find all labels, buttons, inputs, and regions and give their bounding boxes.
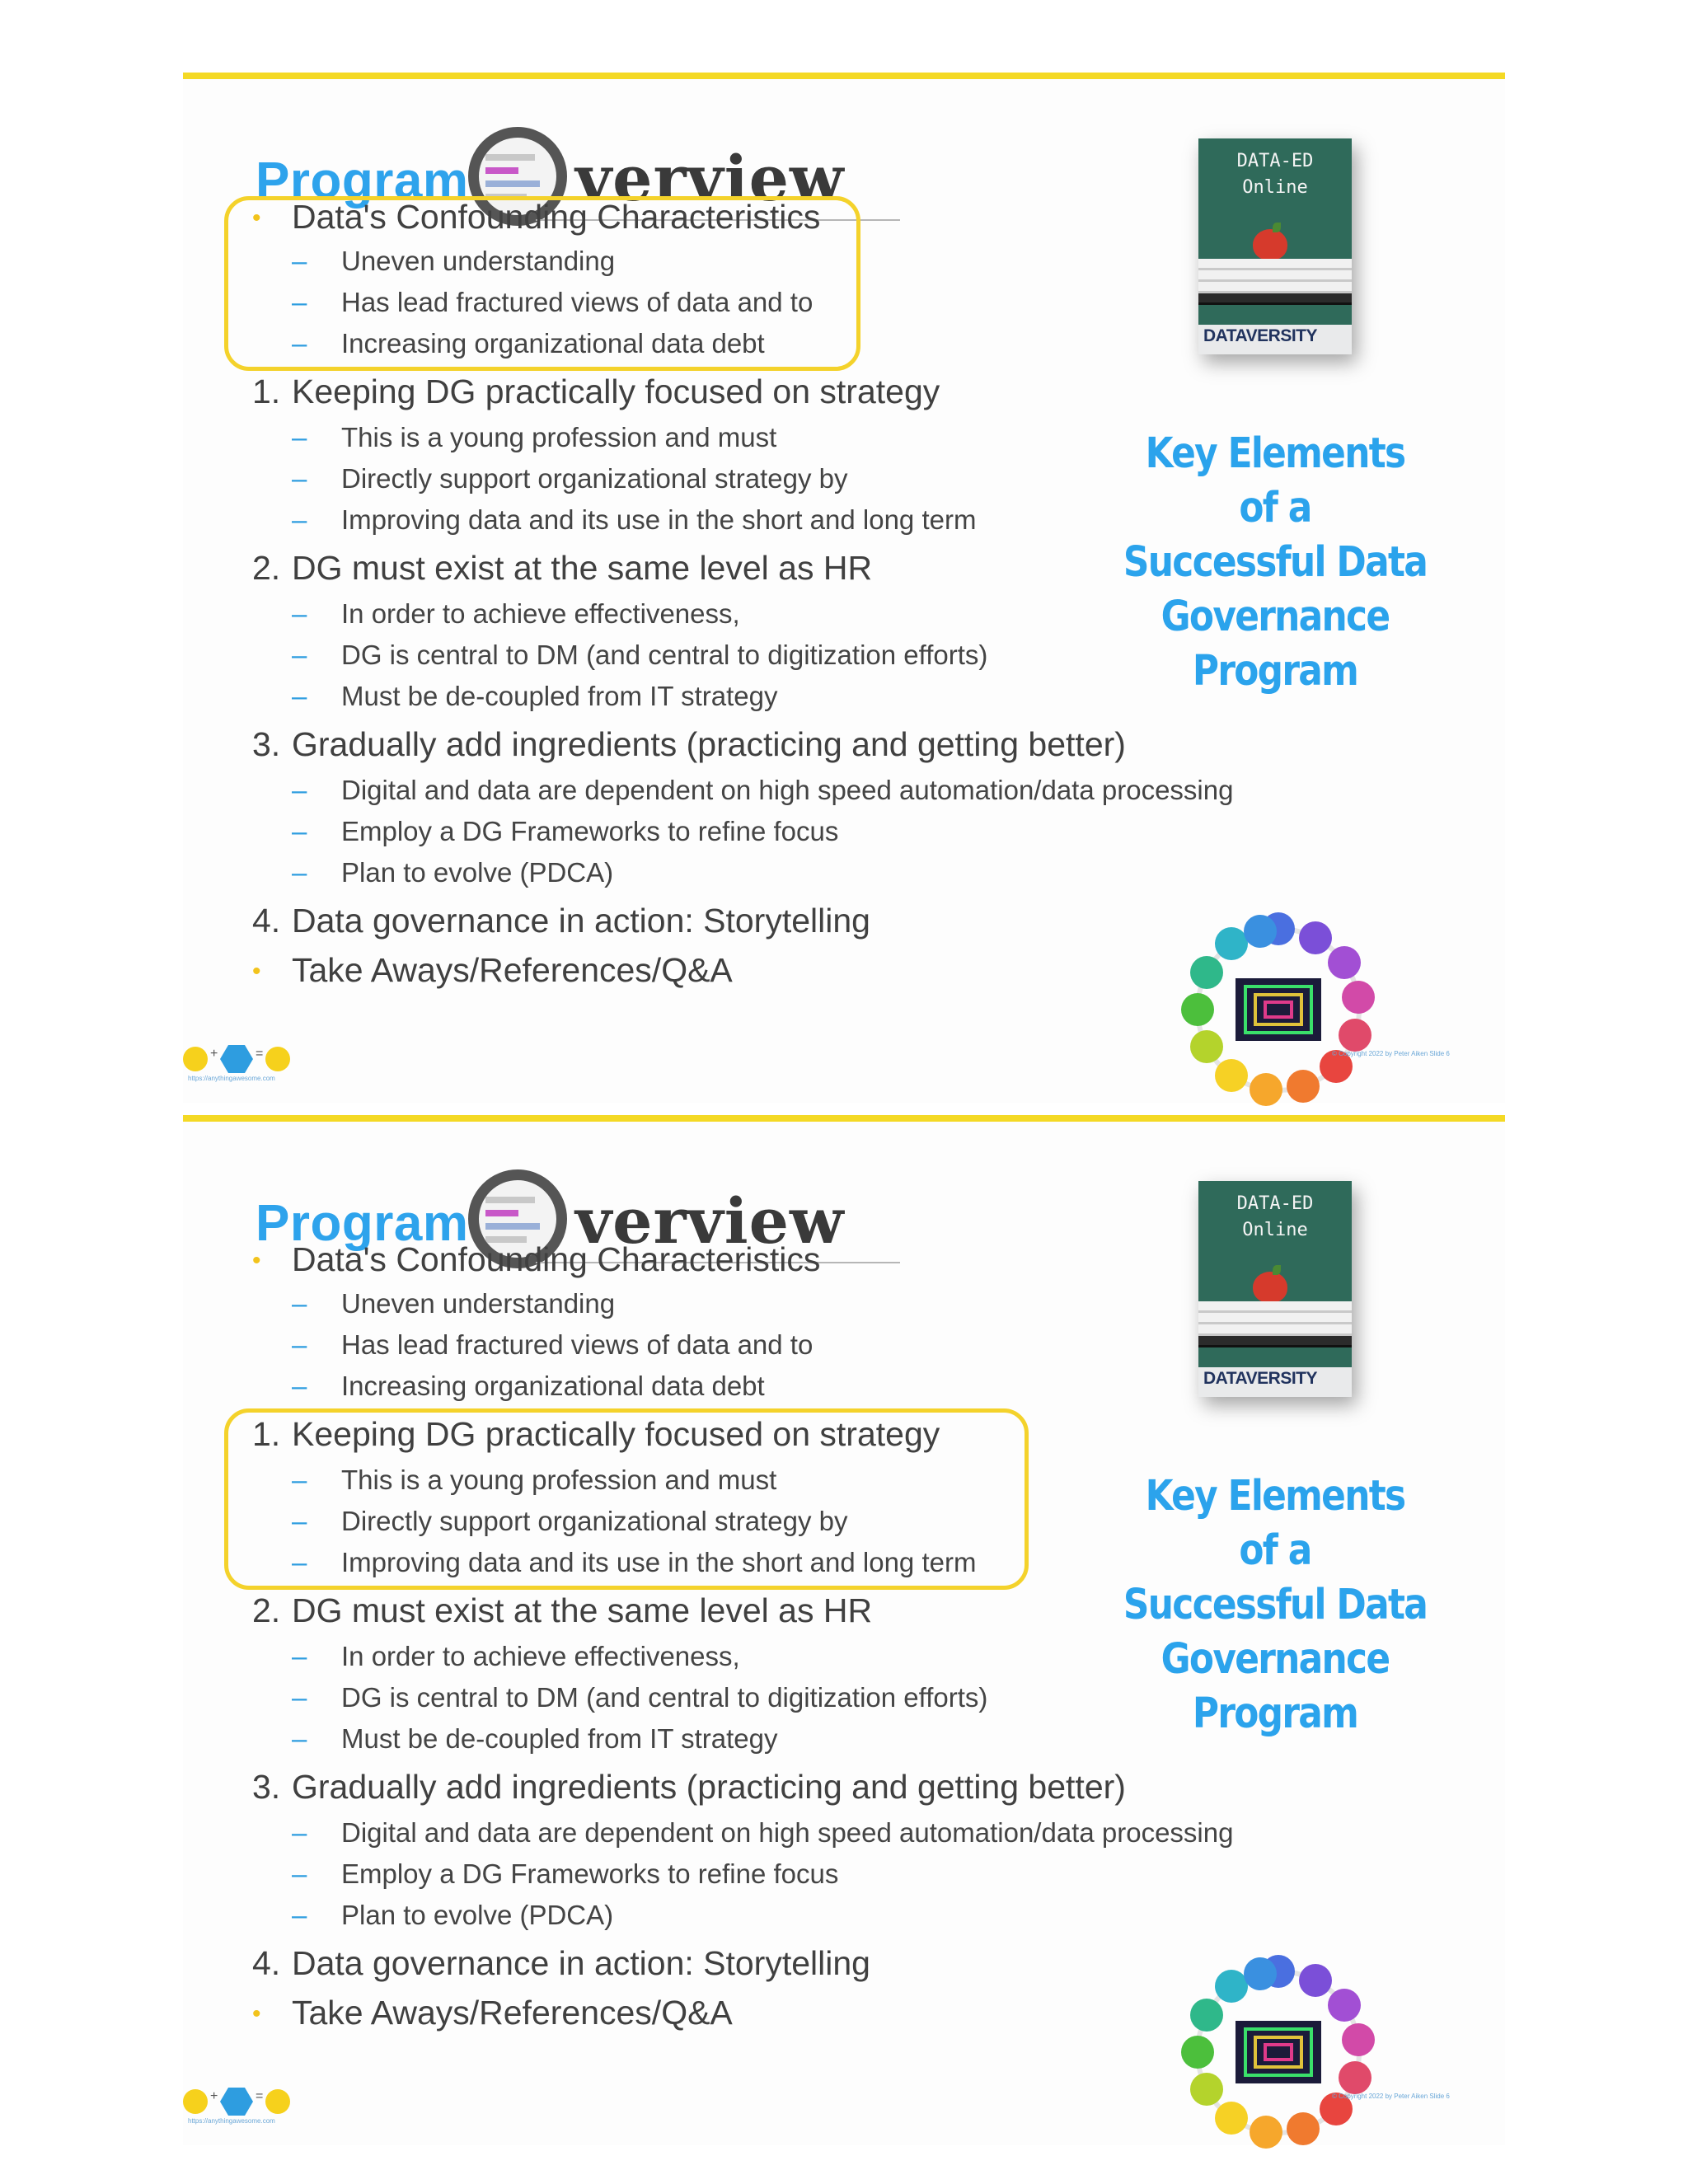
key-elements-line: Governance (1160, 593, 1390, 641)
dash-marker: – (292, 1465, 307, 1495)
dash-marker: – (292, 598, 307, 629)
outline-text: Take Aways/References/Q&A (292, 1994, 733, 2032)
dash-marker: – (292, 1641, 307, 1671)
book-brand: DATAVERSITY (1203, 1369, 1318, 1388)
outline-text: Gradually add ingredients (practicing and getting better) (292, 1768, 1126, 1806)
bullet-marker: • (252, 204, 261, 232)
dash-marker: – (292, 1900, 307, 1930)
book-title-line1: DATA-ED (1236, 151, 1314, 171)
book-title-line2: Online (1242, 177, 1308, 198)
slide-top-rule (183, 1115, 1505, 1122)
outline-text: DG is central to DM (and central to digitization efforts) (341, 640, 988, 670)
dash-marker: – (292, 1723, 307, 1754)
number-marker: 2. (252, 549, 281, 587)
people-ring-image (1169, 1947, 1388, 2157)
outline-text: Uneven understanding (341, 246, 616, 276)
outline-text: Has lead fractured views of data and to (341, 1329, 814, 1360)
thing-hex-icon (220, 2088, 253, 2116)
dash-marker: – (292, 1371, 307, 1401)
dash-marker: – (292, 1817, 307, 1848)
outline-text: DG is central to DM (and central to digitization efforts) (341, 1682, 988, 1713)
dash-marker: – (292, 287, 307, 317)
outline-text: Improving data and its use in the short and long term (341, 504, 977, 535)
outline-text: Must be de-coupled from IT strategy (341, 1723, 778, 1754)
book-title (1198, 1191, 1352, 1244)
bullet-marker: • (252, 2000, 261, 2027)
dash-marker: – (292, 681, 307, 711)
highlight-box (224, 196, 860, 371)
outline-text: Has lead fractured views of data and to (341, 287, 814, 317)
title-program: Program (256, 1195, 469, 1252)
number-marker: 3. (252, 725, 281, 763)
footer-copyright: © Copyright 2022 by Peter Aiken Slide 6 (1332, 2093, 1450, 2100)
number-marker: 1. (252, 1415, 281, 1453)
outline-text: This is a young profession and must (341, 422, 777, 452)
apple-icon (1253, 1272, 1287, 1303)
outline-text: Plan to evolve (PDCA) (341, 857, 614, 888)
dash-marker: – (292, 775, 307, 805)
dash-marker: – (292, 816, 307, 846)
key-elements-line: Key Elements of a (1145, 1472, 1405, 1575)
outline-text: Data's Confounding Characteristics (292, 198, 821, 236)
trash-icon (265, 1047, 290, 1071)
outline-text: Employ a DG Frameworks to refine focus (341, 1858, 839, 1889)
key-elements-line: Program (1192, 647, 1358, 696)
thing-hex-icon (220, 1045, 253, 1073)
dash-marker: – (292, 328, 307, 359)
dash-marker: – (292, 1858, 307, 1889)
book-title (1198, 148, 1352, 201)
book-title-line1: DATA-ED (1236, 1193, 1314, 1214)
logo-group: + = (183, 2088, 298, 2116)
outline-text: DG must exist at the same level as HR (292, 1591, 873, 1629)
outline-text: Keeping DG practically focused on strategy (292, 1415, 940, 1453)
outline-text: Data governance in action: Storytelling (292, 902, 870, 940)
key-elements-line: Governance (1160, 1635, 1390, 1684)
slide-2 (183, 1115, 1505, 2145)
outline-text: Data governance in action: Storytelling (292, 1944, 870, 1982)
outline-text: Digital and data are dependent on high speed automation/data processing (341, 1817, 1234, 1848)
outline-text: Increasing organizational data debt (341, 328, 765, 359)
outline-text: Data's Confounding Characteristics (292, 1240, 821, 1278)
dash-marker: – (292, 1682, 307, 1713)
dash-marker: – (292, 1547, 307, 1577)
apple-icon (1253, 229, 1287, 260)
outline-text: In order to achieve effectiveness, (341, 1641, 740, 1671)
book-footer (1198, 325, 1352, 354)
outline-text: In order to achieve effectiveness, (341, 598, 740, 629)
outline-text: Digital and data are dependent on high speed automation/data processing (341, 775, 1234, 805)
books-stack (1198, 1301, 1352, 1347)
outline-text: Take Aways/References/Q&A (292, 951, 733, 989)
key-elements-line: Key Elements of a (1145, 429, 1405, 532)
dash-marker: – (292, 504, 307, 535)
outline-text: Keeping DG practically focused on strategy (292, 373, 940, 410)
book-footer (1198, 1367, 1352, 1397)
bullet-marker: • (252, 1247, 261, 1274)
highlight-box (224, 1408, 1029, 1590)
dash-marker: – (292, 1288, 307, 1319)
logo-url: https://anythingawesome.com (188, 1075, 275, 1082)
outline-text: Increasing organizational data debt (341, 1371, 765, 1401)
dash-marker: – (292, 422, 307, 452)
slide-top-rule (183, 73, 1505, 79)
logo-url: https://anythingawesome.com (188, 2117, 275, 2125)
number-marker: 1. (252, 373, 281, 410)
outline-text: Improving data and its use in the short and long term (341, 1547, 977, 1577)
book-title-line2: Online (1242, 1220, 1308, 1240)
dash-marker: – (292, 246, 307, 276)
key-elements-line: Successful Data (1123, 538, 1428, 587)
key-elements-line: Successful Data (1123, 1581, 1428, 1629)
footer-copyright: © Copyright 2022 by Peter Aiken Slide 6 (1332, 1050, 1450, 1057)
key-elements-heading (1123, 1469, 1428, 1741)
outline-text: Must be de-coupled from IT strategy (341, 681, 778, 711)
bullet-marker: • (252, 958, 261, 985)
outline-text: This is a young profession and must (341, 1465, 777, 1495)
number-marker: 3. (252, 1768, 281, 1806)
title-overview: verview (575, 1184, 845, 1258)
number-marker: 4. (252, 1944, 281, 1982)
outline-text: Employ a DG Frameworks to refine focus (341, 816, 839, 846)
outline-text: Plan to evolve (PDCA) (341, 1900, 614, 1930)
apple-leaf (1273, 223, 1281, 232)
dash-marker: – (292, 857, 307, 888)
dash-marker: – (292, 1506, 307, 1536)
dash-marker: – (292, 640, 307, 670)
book-brand: DATAVERSITY (1203, 326, 1318, 345)
outline-text: Gradually add ingredients (practicing and getting better) (292, 725, 1126, 763)
trash-icon (265, 2089, 290, 2114)
slide-1 (183, 73, 1505, 1103)
number-marker: 4. (252, 902, 281, 940)
title-overview: verview (575, 142, 845, 215)
logo-group: + = (183, 1045, 298, 1073)
outline-text: Directly support organizational strategy by (341, 463, 848, 494)
book-cover-image (1198, 1181, 1352, 1397)
key-elements-heading (1123, 427, 1428, 699)
dash-marker: – (292, 463, 307, 494)
outline-text: Uneven understanding (341, 1288, 616, 1319)
trash-icon (183, 1047, 208, 1071)
books-stack (1198, 259, 1352, 305)
outline-text: DG must exist at the same level as HR (292, 549, 873, 587)
book-cover-image (1198, 138, 1352, 354)
trash-icon (183, 2089, 208, 2114)
title-program: Program (256, 152, 469, 209)
apple-leaf (1273, 1265, 1281, 1275)
people-ring-image (1169, 905, 1388, 1114)
outline-text: Directly support organizational strategy by (341, 1506, 848, 1536)
dash-marker: – (292, 1329, 307, 1360)
key-elements-line: Program (1192, 1690, 1358, 1738)
number-marker: 2. (252, 1591, 281, 1629)
